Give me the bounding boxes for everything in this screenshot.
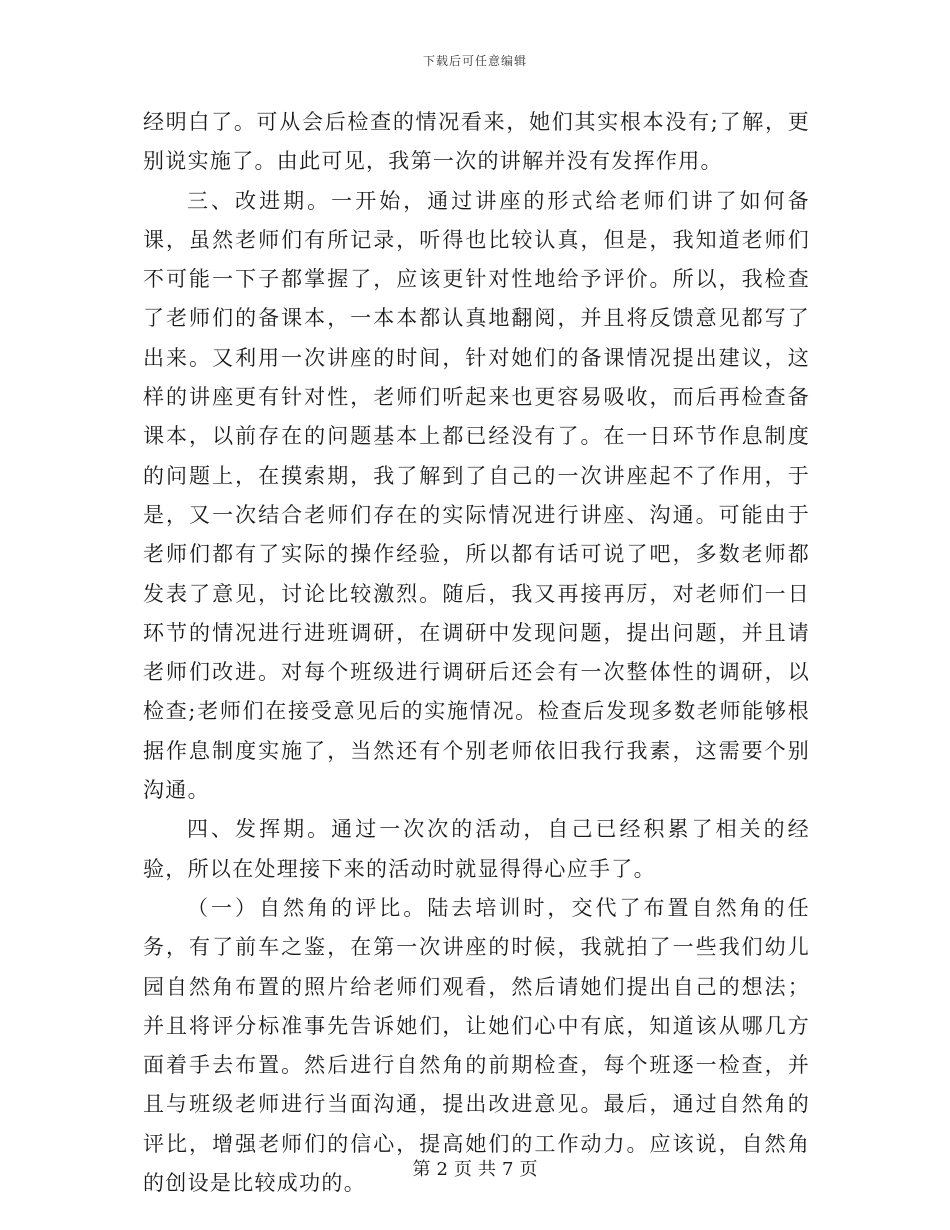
footer-total-pages: 7 [502, 1159, 514, 1180]
footer-suffix: 页 [519, 1159, 538, 1180]
paragraph-improvement-period: 三、改进期。一开始，通过讲座的形式给老师们讲了如何备课，虽然老师们有所记录，听得也比较认真，但是，我知道老师们不可能一下子都掌握了，应该更针对性地给予评价。所以，我检查了老师们的备课本，一本本都认真地翻阅，并且将反馈意见都写了出来。又利用一次讲座的时间，针对她们的备课情况提出建议，这样的讲座更有针对性，老师们听起来也更容易吸收，而后再检查备课本，以前存在的问题基本上都已经没有了。在一日环节作息制度的问题上，在摸索期，我了解到了自己的一次讲座起不了作用，于是，又一次结合老师们存在的实际情况进行讲座、沟通。可能由于老师们都有了实际的操作经验，所以都有话可说了吧，多数老师都发表了意见，讨论比较激烈。随后，我又再接再厉，对老师们一日环节的情况进行进班调研，在调研中发现问题，提出问题，并且请老师们改进。对每个班级进行调研后还会有一次整体性的调研，以检查;老师们在接受意见后的实施情况。检查后发现多数老师能够根据作息制度实施了，当然还有个别老师依旧我行我素，这需要个别沟通。 [143, 188, 810, 803]
page-footer [0, 1155, 950, 1181]
document-body [143, 103, 810, 1203]
paragraph-nature-corner-review: （一）自然角的评比。陆去培训时，交代了布置自然角的任务，有了前车之鉴，在第一次讲座的时候，我就拍了一些我们幼儿园自然角布置的照片给老师们观看，然后请她们提出自己的想法；并且将评分标准事先告诉她们，让她们心中有底，知道该从哪几方面着手去布置。然后进行自然角的前期检查，每个班逐一检查，并且与班级老师进行当面沟通，提出改进意见。最后，通过自然角的评比，增强老师们的信心，提高她们的工作动力。应该说，自然角的创设是比较成功的。 [143, 895, 810, 1196]
page-header-note: 下载后可任意编辑 [422, 54, 527, 68]
footer-current-page: 2 [436, 1159, 448, 1180]
paragraph-continuation: 经明白了。可从会后检查的情况看来，她们其实根本没有;了解，更别说实施了。由此可见，我第一次的讲解并没有发挥作用。 [143, 110, 810, 174]
paragraph-exertion-period: 四、发挥期。通过一次次的活动，自己已经积累了相关的经验，所以在处理接下来的活动时就显得得心应手了。 [143, 817, 810, 881]
footer-page-word: 页 [454, 1159, 472, 1180]
footer-total-word: 共 [478, 1159, 496, 1180]
footer-prefix: 第 [412, 1159, 431, 1180]
